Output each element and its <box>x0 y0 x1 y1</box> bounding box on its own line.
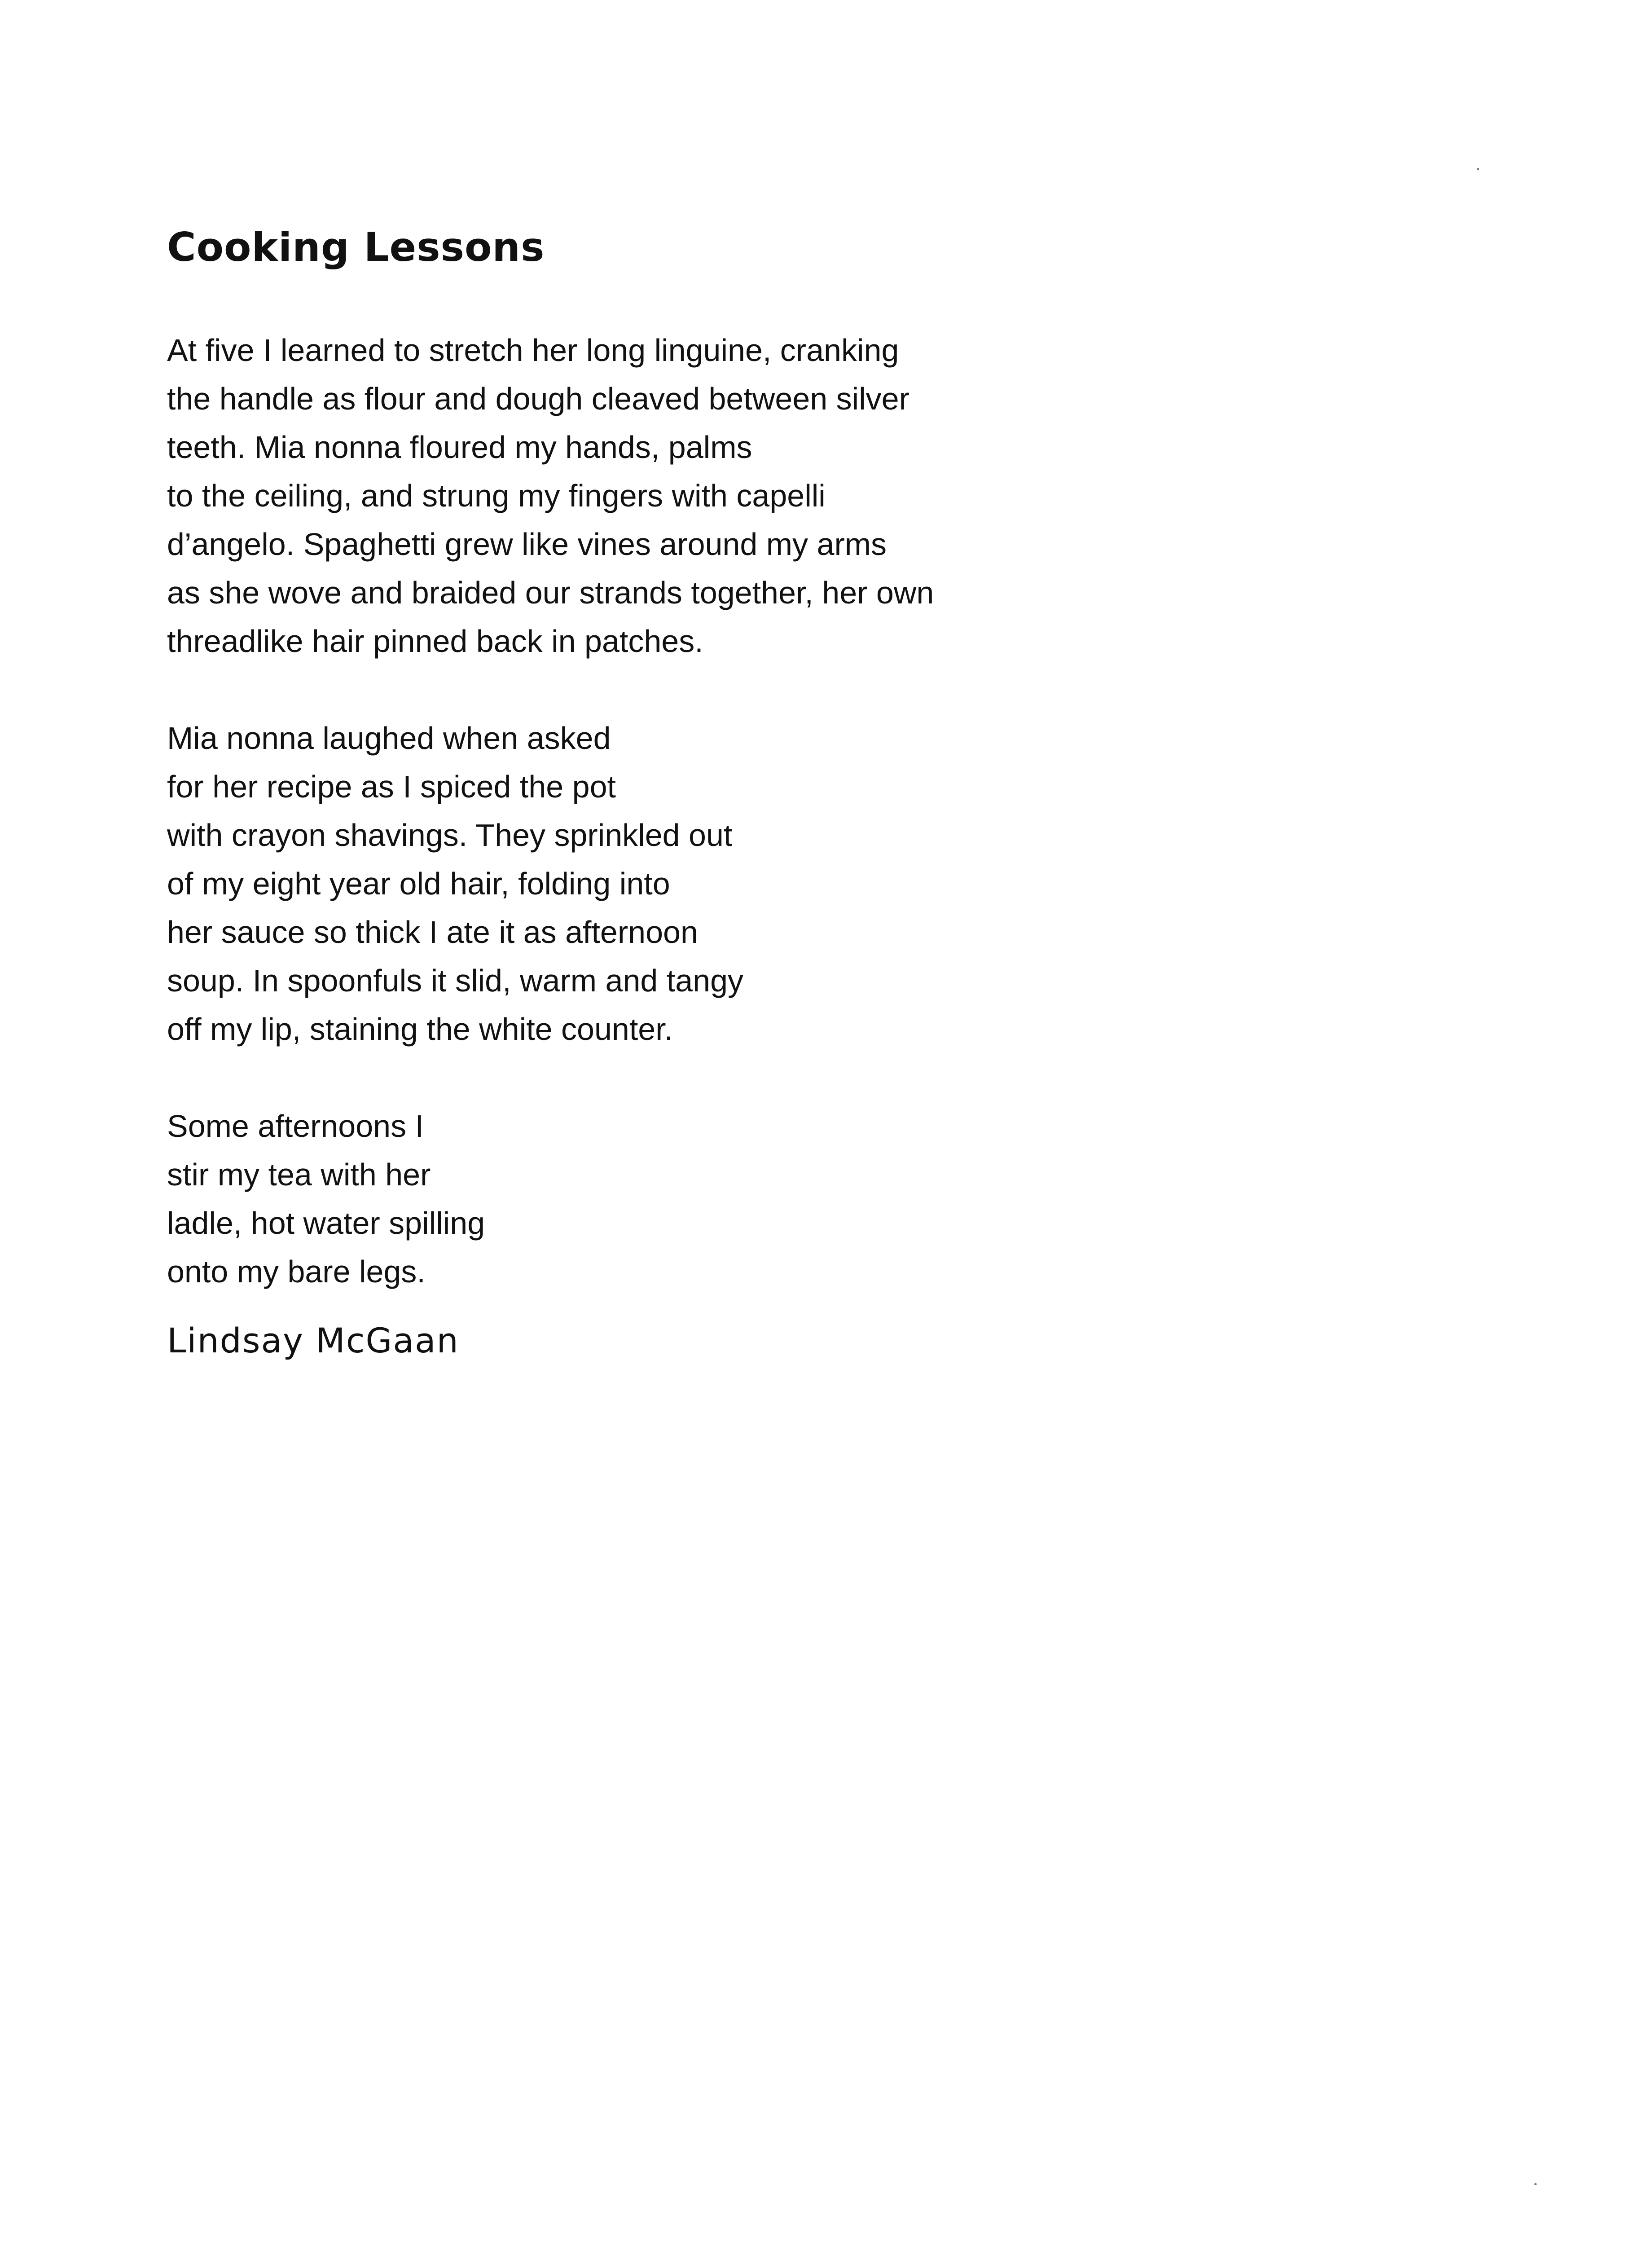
poem-line: as she wove and braided our strands together, her own <box>167 575 934 610</box>
stanza-2 <box>167 714 1244 1053</box>
poem-line: d’angelo. Spaghetti grew like vines around my arms <box>167 527 887 562</box>
poem-line: to the ceiling, and strung my fingers with capelli <box>167 478 826 513</box>
poem-line: Some afternoons I <box>167 1109 424 1144</box>
poem-author: Lindsay McGaan <box>167 1321 459 1360</box>
scan-speck <box>1477 168 1479 170</box>
poem-line: her sauce so thick I ate it as afternoon <box>167 915 698 950</box>
poem-line: off my lip, staining the white counter. <box>167 1012 673 1047</box>
scan-speck <box>1534 2183 1537 2185</box>
stanza-1 <box>167 326 1244 665</box>
stanza-3 <box>167 1102 1244 1296</box>
poem-title: Cooking Lessons <box>167 224 545 270</box>
poem-line: ladle, hot water spilling <box>167 1206 485 1241</box>
poem-line: threadlike hair pinned back in patches. <box>167 624 703 659</box>
poem-line: of my eight year old hair, folding into <box>167 866 670 901</box>
poem-line: the handle as flour and dough cleaved between silver <box>167 381 909 416</box>
poem-line: At five I learned to stretch her long linguine, cranking <box>167 333 899 368</box>
poem-line: for her recipe as I spiced the pot <box>167 769 616 804</box>
poem-body <box>167 326 1244 1344</box>
poem-line: with crayon shavings. They sprinkled out <box>167 818 733 853</box>
poem-line: stir my tea with her <box>167 1157 431 1192</box>
poem-line: Mia nonna laughed when asked <box>167 721 611 756</box>
poem-line: onto my bare legs. <box>167 1254 426 1289</box>
poem-line: teeth. Mia nonna floured my hands, palms <box>167 430 752 465</box>
poem-line: soup. In spoonfuls it slid, warm and tangy <box>167 963 744 998</box>
